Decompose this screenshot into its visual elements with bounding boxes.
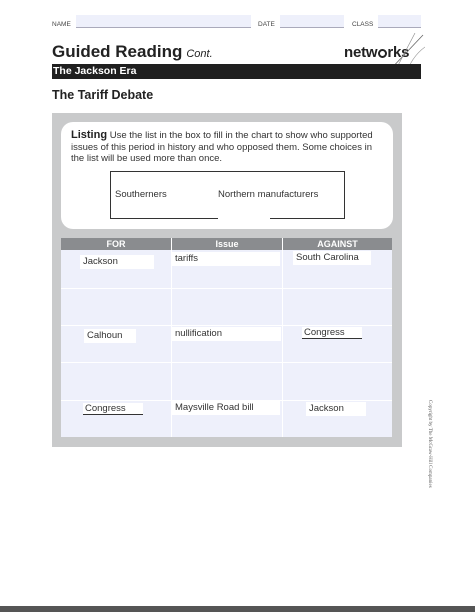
row-divider xyxy=(61,288,392,289)
name-field[interactable] xyxy=(76,15,251,28)
brand-post: rks xyxy=(387,44,410,61)
choice-item: Southerners xyxy=(115,189,167,200)
brand-pre: netw xyxy=(344,44,378,61)
class-field[interactable] xyxy=(378,15,421,28)
date-field[interactable] xyxy=(280,15,344,28)
cell-for[interactable]: Calhoun xyxy=(84,329,136,343)
cell-against[interactable]: Jackson xyxy=(306,402,366,416)
page-title xyxy=(52,42,213,62)
choice-item: Northern manufacturers xyxy=(218,189,319,200)
cell-issue[interactable]: Maysville Road bill xyxy=(172,401,280,415)
title-cont: Cont. xyxy=(186,48,213,60)
row-divider xyxy=(61,325,392,326)
col-header-issue: Issue xyxy=(172,238,282,250)
cell-issue[interactable]: nullification xyxy=(172,327,281,341)
instructions-lead: Listing xyxy=(71,129,108,141)
col-divider xyxy=(282,238,283,437)
section-bar-title: The Jackson Era xyxy=(53,65,137,77)
cell-issue[interactable]: tariffs xyxy=(172,252,280,266)
instructions xyxy=(71,130,387,165)
box-gap xyxy=(218,213,270,221)
col-header-against: AGAINST xyxy=(283,238,392,250)
cell-for[interactable]: Jackson xyxy=(80,255,154,269)
page-bottom-edge xyxy=(0,606,475,612)
date-label: DATE xyxy=(258,21,275,28)
cell-against[interactable]: Congress xyxy=(302,327,362,339)
copyright: Copyright by The McGraw-Hill Companies xyxy=(427,400,432,488)
cell-for[interactable]: Congress xyxy=(83,403,143,415)
name-label: NAME xyxy=(52,21,71,28)
row-divider xyxy=(61,362,392,363)
subhead: The Tariff Debate xyxy=(52,88,154,102)
cell-against[interactable]: South Carolina xyxy=(293,251,371,265)
col-header-for: FOR xyxy=(61,238,171,250)
title-text: Guided Reading xyxy=(52,42,183,61)
class-label: CLASS xyxy=(352,21,374,28)
instructions-text: Use the list in the box to fill in the chart to show who supported issues of this period in history and who opposed them. Some choices in the list will be used more than once. xyxy=(71,130,373,164)
